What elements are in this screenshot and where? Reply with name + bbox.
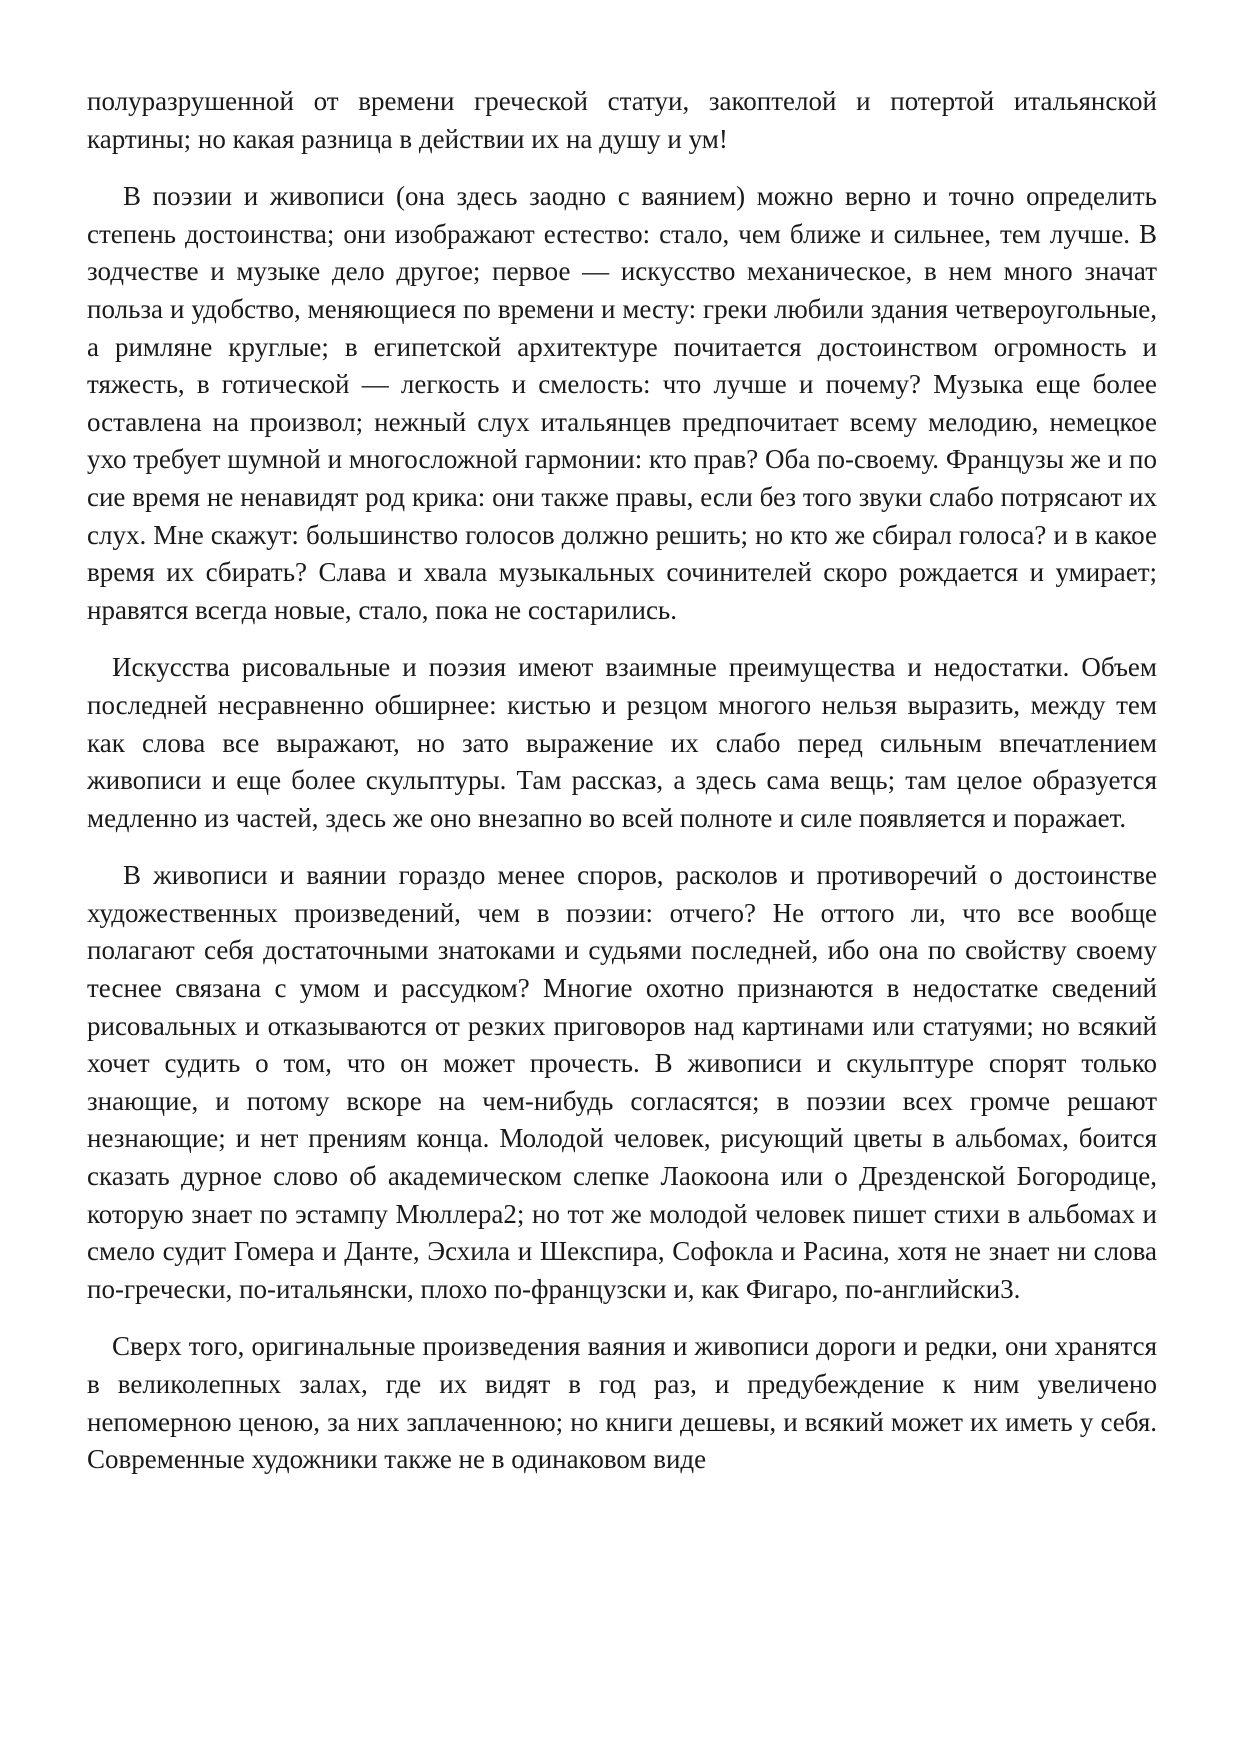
paragraph-5: Сверх того, оригинальные произведения ваяния и живописи дороги и редки, они хранятся в великолепных залах, где их видят в год раз, и предубеждение к ним увеличено непомерною ценою, за них заплаченною; но книги дешевы, и всякий может их иметь у себя. Современные художники также не в одинаковом виде (87, 1331, 1157, 1475)
paragraph-4: В живописи и ваянии гораздо менее споров, расколов и противоречий о достоинстве художественных произведений, чем в поэзии: отчего? Не оттого ли, что все вообще полагают себя достаточными знатоками и судьями последней, ибо она по свойству своему теснее связана с умом и рассудком? Многие охотно признаются в недостатке сведений рисовальных и отказываются от резких приговоров над картинами или статуями; но всякий хочет судить о том, что он может прочесть. В живописи и скульптуре спорят только знающие, и потому вскоре на чем-нибудь согласятся; в поэзии всех громче решают незнающие; и нет прениям конца. Молодой человек, рисующий цветы в альбомах, боится сказать дурное слово об академическом слепке Лаокоона или о Дрезденской Богородице, которую знает по эстампу Мюллера2; но тот же молодой человек пишет стихи в альбомах и смело судит Гомера и Данте, Эсхила и Шекспира, Софокла и Расина, хотя не знает ни слова по-гречески, по-итальянски, плохо по-французски и, как Фигаро, по-английски3. (87, 860, 1157, 1304)
document-text-body (87, 83, 1157, 1499)
paragraph-1: полуразрушенной от времени греческой статуи, закоптелой и потертой итальянской картины; но какая разница в действии их на душу и ум! (87, 86, 1157, 154)
paragraph-2: В поэзии и живописи (она здесь заодно с ваянием) можно верно и точно определить степень достоинства; они изображают естество: стало, чем ближе и сильнее, тем лучше. В зодчестве и музыке дело другое; первое — искусство механическое, в нем много значат польза и удобство, меняющиеся по времени и месту: греки любили здания четвероугольные, а римляне круглые; в египетской архитектуре почитается достоинством огромность и тяжесть, в готической — легкость и смелость: что лучше и почему? Музыка еще более оставлена на произвол; нежный слух итальянцев предпочитает всему мелодию, немецкое ухо требует шумной и многосложной гармонии: кто прав? Оба по-своему. Французы же и по сие время не ненавидят род крика: они также правы, если без того звуки слабо потрясают их слух. Мне скажут: большинство голосов должно решить; но кто же сбирал голоса? и в какое время их сбирать? Слава и хвала музыкальных сочинителей скоро рождается и умирает; нравятся всегда новые, стало, пока не состарились. (87, 181, 1157, 625)
paragraph-3: Искусства рисовальные и поэзия имеют взаимные преимущества и недостатки. Объем последней несравненно обширнее: кистью и резцом многого нельзя выразить, между тем как слова все выражают, но зато выражение их слабо перед сильным впечатлением живописи и еще более скульптуры. Там рассказ, а здесь сама вещь; там целое образуется медленно из частей, здесь же оно внезапно во всей полноте и силе появляется и поражает. (87, 652, 1157, 833)
